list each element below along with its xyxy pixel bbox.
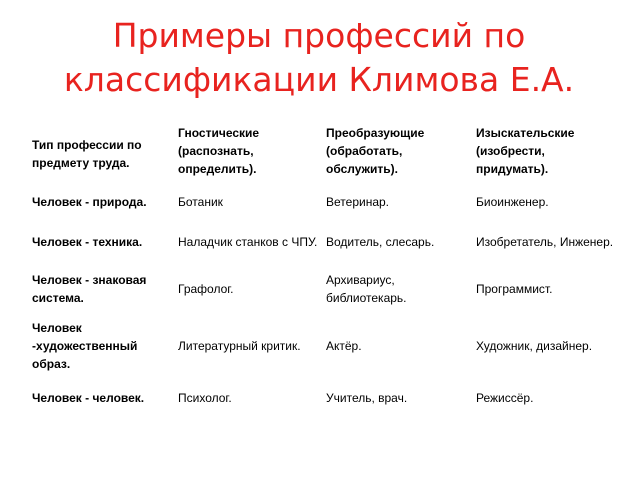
row-type-cell: Человек - знаковая система. [32, 273, 147, 305]
row-type-cell: Человек -художественный образ. [32, 320, 138, 371]
title-line-2: классификации Климова Е.А. [63, 60, 575, 99]
table-cell: Учитель, врач. [326, 391, 408, 405]
table-cell: Актёр. [326, 338, 362, 353]
table-row [28, 186, 618, 218]
table-cell: Художник, дизайнер. [476, 338, 593, 353]
row-type-cell: Человек - человек. [32, 391, 145, 405]
table-cell: Психолог. [178, 391, 232, 405]
table-header-row [28, 121, 618, 186]
table-row [28, 378, 618, 418]
table-cell: Водитель, слесарь. [326, 234, 435, 249]
title-line-1: Примеры профессий по [112, 16, 526, 55]
row-type-cell: Человек - природа. [32, 195, 147, 209]
table-cell: Ветеринар. [326, 195, 389, 209]
table-cell: Графолог. [178, 282, 234, 296]
table-cell: Изобретатель, Инженер. [476, 234, 614, 249]
header-cell-gnostic: Гностические (распознать, определить). [178, 126, 260, 176]
table-cell: Архивариус, библиотекарь. [326, 273, 407, 305]
table-cell: Ботаник [178, 195, 223, 209]
table-row [28, 265, 618, 313]
table-cell: Литературный критик. [178, 338, 301, 353]
header-cell-transforming: Преобразующие (обработать, обслужить). [326, 126, 425, 176]
table-cell: Режиссёр. [476, 391, 534, 405]
table-cell: Биоинженер. [476, 195, 549, 209]
professions-table [28, 121, 618, 418]
table-row [28, 313, 618, 378]
header-cell-type: Тип профессии по предмету труда. [32, 137, 142, 170]
table-cell: Программист. [476, 282, 553, 296]
header-cell-exploratory: Изыскательские (изобрести, придумать). [476, 126, 575, 176]
slide-title [0, 14, 638, 102]
row-type-cell: Человек - техника. [32, 234, 143, 249]
table-cell: Наладчик станков с ЧПУ. [178, 234, 318, 249]
table-row [28, 218, 618, 265]
